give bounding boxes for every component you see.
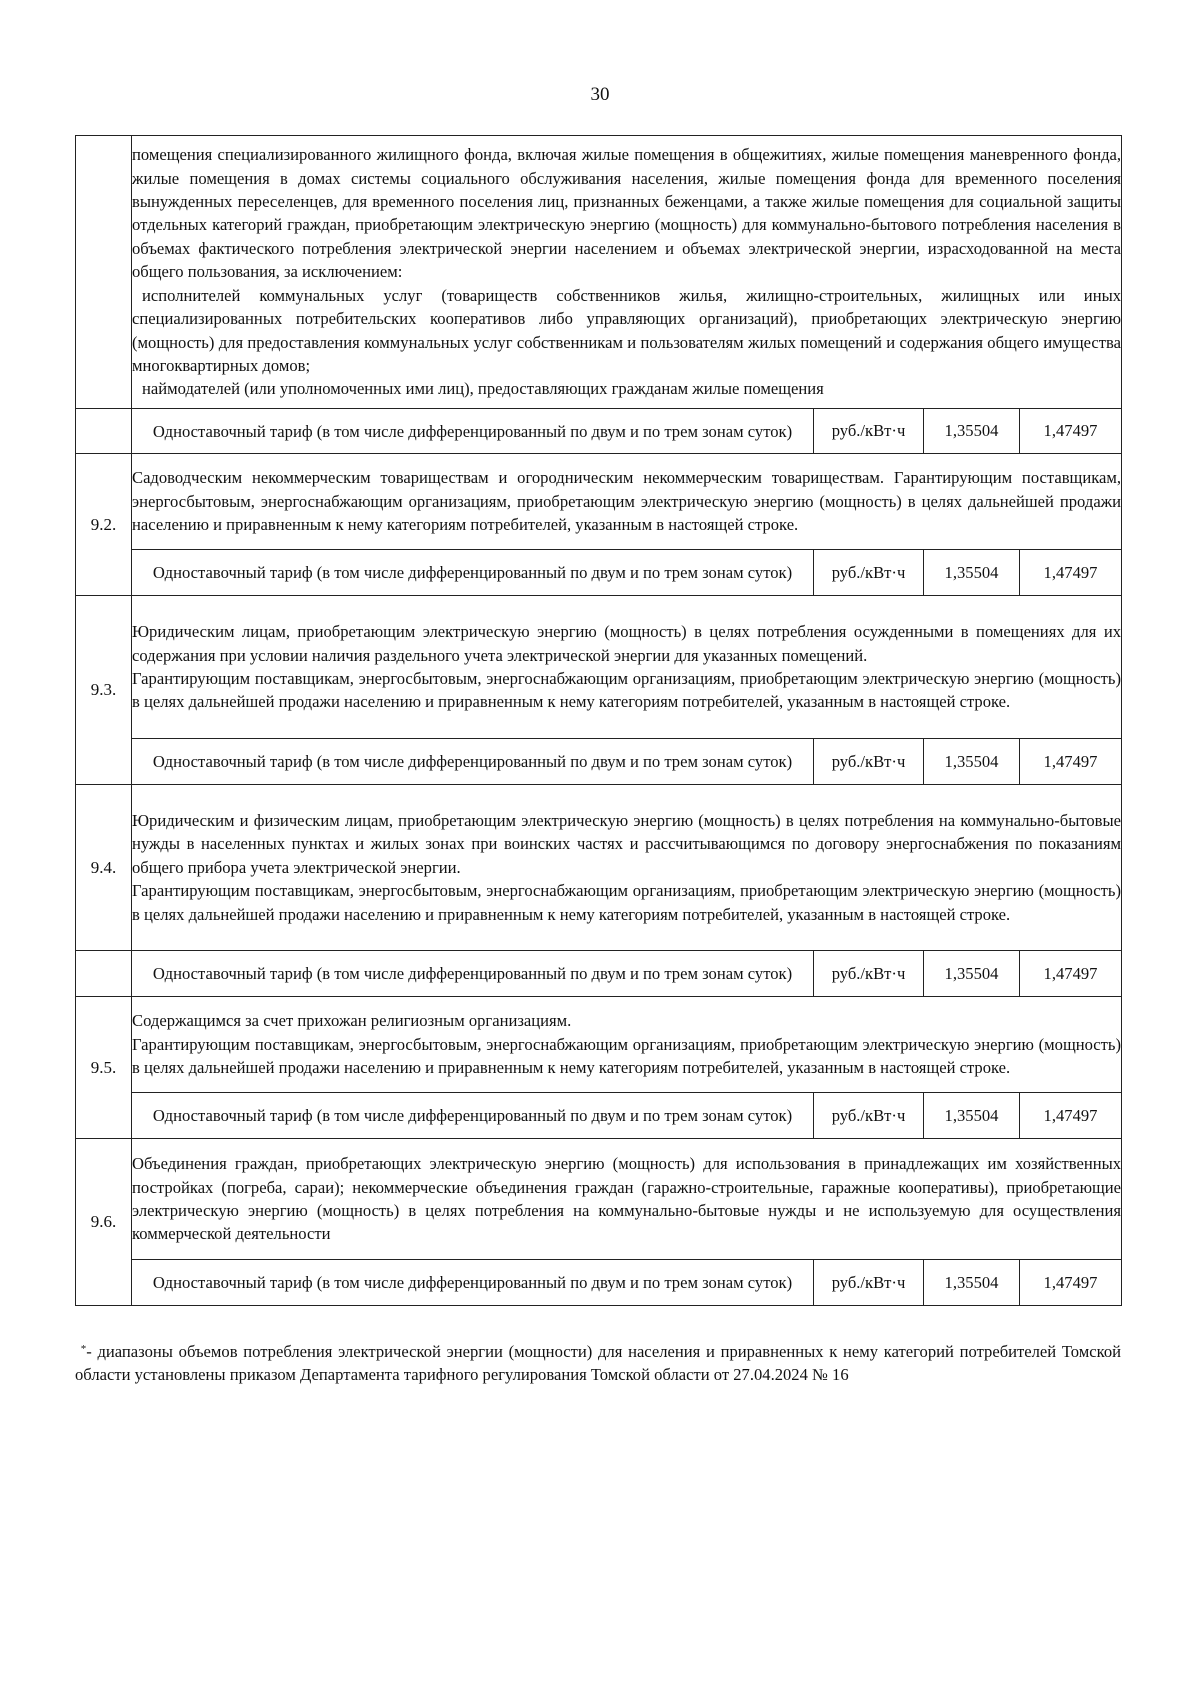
footnote-text: - диапазоны объемов потребления электрической энергии (мощности) для населения и приравненных к нему категорий потребителей Томской области установлены приказом Департамента тарифного регулирования Томской области от 27.04.2024 № 16 bbox=[75, 1342, 1121, 1385]
rate-unit: руб./кВт·ч bbox=[814, 1260, 924, 1306]
rate-value-2: 1,47497 bbox=[1020, 1260, 1122, 1306]
rate-unit: руб./кВт·ч bbox=[814, 550, 924, 596]
tariff-table bbox=[75, 135, 1122, 1306]
page-number: 30 bbox=[590, 84, 610, 105]
row-number: 9.4. bbox=[76, 785, 132, 951]
rate-value-1: 1,35504 bbox=[924, 550, 1020, 596]
rate-value-1: 1,35504 bbox=[924, 951, 1020, 997]
rate-unit: руб./кВт·ч bbox=[814, 739, 924, 785]
description-paragraph: Объединения граждан, приобретающих электрическую энергию (мощность) для использования в принадлежащих им хозяйственных постройках (погреба, сараи); некоммерческие объединения граждан (гаражно-строительные, гаражные кооперативы), приобретающие электрическую энергию (мощность) в целях потребления на коммунально-бытовые нужды и не используемую для осуществления коммерческой деятельности bbox=[132, 1154, 1122, 1244]
table-row bbox=[76, 785, 1122, 951]
row-number bbox=[76, 136, 132, 409]
description-paragraph: Гарантирующим поставщикам, энергосбытовым, энергоснабжающим организациям, приобретающим электрическую энергию (мощность) в целях дальнейшей продажи населению и приравненным к нему категориям потребителей, указанным в настоящей строке. bbox=[132, 881, 1122, 924]
rate-row bbox=[76, 951, 1122, 997]
row-description bbox=[132, 997, 1122, 1093]
rate-name: Одноставочный тариф (в том числе дифференцированный по двум и по трем зонам суток) bbox=[132, 550, 814, 596]
table-row bbox=[76, 136, 1122, 409]
row-number: 9.5. bbox=[76, 997, 132, 1139]
rate-row bbox=[76, 550, 1122, 596]
footnote-marker: * bbox=[80, 1343, 87, 1355]
rate-unit: руб./кВт·ч bbox=[814, 1093, 924, 1139]
rate-row bbox=[76, 1093, 1122, 1139]
rate-value-1: 1,35504 bbox=[924, 739, 1020, 785]
rate-value-1: 1,35504 bbox=[924, 1093, 1020, 1139]
rate-value-2: 1,47497 bbox=[1020, 409, 1122, 454]
rate-name: Одноставочный тариф (в том числе дифференцированный по двум и по трем зонам суток) bbox=[132, 739, 814, 785]
row-description bbox=[132, 596, 1122, 739]
rate-unit: руб./кВт·ч bbox=[814, 951, 924, 997]
rate-value-2: 1,47497 bbox=[1020, 550, 1122, 596]
row-description bbox=[132, 136, 1122, 409]
description-paragraph: помещения специализированного жилищного фонда, включая жилые помещения в общежитиях, жилые помещения маневренного фонда, жилые помещения в домах системы социального обслуживания населения, жилые помещения фонда для временного поселения вынужденных переселенцев, для временного поселения лиц, признанных беженцами, а также жилые помещения для социальной защиты отдельных категорий граждан, приобретающим электрическую энергию (мощность) для коммунально-бытового потребления населения в объемах фактического потребления электрической энергии населением и объемах электрической энергии, израсходованной на места общего пользования, за исключением: bbox=[132, 145, 1122, 282]
rate-value-1: 1,35504 bbox=[924, 409, 1020, 454]
rate-row bbox=[76, 409, 1122, 454]
description-paragraph: исполнителей коммунальных услуг (товариществ собственников жилья, жилищно-строительных, жилищных или иных специализированных потребительских кооперативов либо управляющих организаций), приобретающих электрическую энергию (мощность) для предоставления коммунальных услуг собственникам и пользователям жилых помещений и содержания общего имущества многоквартирных домов; bbox=[132, 285, 1122, 375]
footnote bbox=[75, 1340, 1121, 1387]
rate-name: Одноставочный тариф (в том числе дифференцированный по двум и по трем зонам суток) bbox=[132, 409, 814, 454]
rate-value-2: 1,47497 bbox=[1020, 951, 1122, 997]
table-row bbox=[76, 1139, 1122, 1260]
rate-name: Одноставочный тариф (в том числе дифференцированный по двум и по трем зонам суток) bbox=[132, 951, 814, 997]
description-paragraph: Гарантирующим поставщикам, энергосбытовым, энергоснабжающим организациям, приобретающим электрическую энергию (мощность) в целях дальнейшей продажи населению и приравненным к нему категориям потребителей, указанным в настоящей строке. bbox=[132, 1034, 1122, 1078]
description-paragraph: наймодателей (или уполномоченных ими лиц), предоставляющих гражданам жилые помещения bbox=[142, 379, 824, 399]
rate-unit: руб./кВт·ч bbox=[814, 409, 924, 454]
rate-row bbox=[76, 1260, 1122, 1306]
description-paragraph: Содержащимся за счет прихожан религиозным организациям. bbox=[132, 1011, 572, 1031]
row-number: 9.6. bbox=[76, 1139, 132, 1306]
rate-row bbox=[76, 739, 1122, 785]
description-paragraph: Юридическим и физическим лицам, приобретающим электрическую энергию (мощность) в целях потребления на коммунально-бытовые нужды в населенных пунктах и жилых зонах при воинских частях и рассчитывающимся по договору энергоснабжения по показаниям общего прибора учета электрической энергии. bbox=[132, 810, 1122, 877]
description-paragraph: Садоводческим некоммерческим товариществам и огородническим некоммерческим товариществам. Гарантирующим поставщикам, энергосбытовым, энергоснабжающим организациям, приобретающим электрическую энергию (мощность) в целях дальнейшей продажи населению и приравненным к нему категориям потребителей, указанным в настоящей строке. bbox=[132, 468, 1122, 535]
rate-name: Одноставочный тариф (в том числе дифференцированный по двум и по трем зонам суток) bbox=[132, 1093, 814, 1139]
row-description bbox=[132, 454, 1122, 550]
table-row bbox=[76, 997, 1122, 1093]
rate-value-1: 1,35504 bbox=[924, 1260, 1020, 1306]
description-paragraph: Гарантирующим поставщикам, энергосбытовым, энергоснабжающим организациям, приобретающим электрическую энергию (мощность) в целях дальнейшей продажи населению и приравненным к нему категориям потребителей, указанным в настоящей строке. bbox=[132, 669, 1122, 712]
row-number: 9.3. bbox=[76, 596, 132, 785]
row-description bbox=[132, 785, 1122, 951]
rate-value-2: 1,47497 bbox=[1020, 739, 1122, 785]
table-row bbox=[76, 596, 1122, 739]
table-row bbox=[76, 454, 1122, 550]
rate-value-2: 1,47497 bbox=[1020, 1093, 1122, 1139]
rate-name: Одноставочный тариф (в том числе дифференцированный по двум и по трем зонам суток) bbox=[132, 1260, 814, 1306]
row-number: 9.2. bbox=[76, 454, 132, 596]
description-paragraph: Юридическим лицам, приобретающим электрическую энергию (мощность) в целях потребления осужденными в помещениях для их содержания при условии наличия раздельного учета электрической энергии для указанных помещений. bbox=[132, 622, 1122, 665]
row-description bbox=[132, 1139, 1122, 1260]
